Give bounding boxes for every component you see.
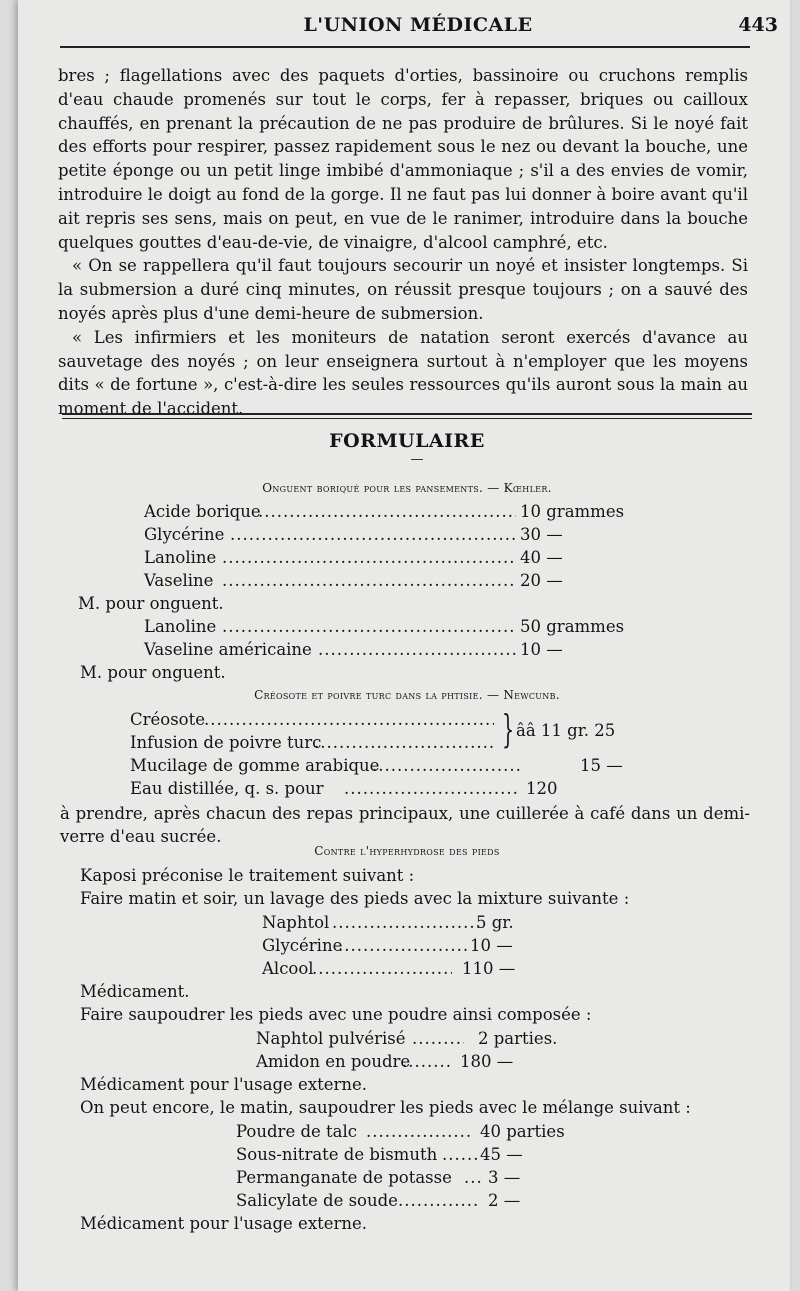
ingredient-qty: 30 —	[520, 525, 563, 544]
page	[18, 0, 790, 1291]
ingredient-name: Vaseline	[144, 571, 214, 590]
text-line: On peut encore, le matin, saupoudrer les pieds avec le mélange suivant :	[80, 1098, 691, 1117]
ingredient-qty: 10 grammes	[520, 502, 625, 521]
page-number: 443	[738, 14, 778, 36]
braced-qty: ââ 11 gr. 25	[516, 721, 616, 740]
ingredient-qty: 180 —	[460, 1052, 514, 1071]
section-title: FORMULAIRE	[329, 430, 485, 452]
ingredient-name: Mucilage de gomme arabique	[130, 756, 380, 775]
leader-dots	[344, 779, 520, 798]
ingredient-qty: 10 —	[520, 640, 563, 659]
ingredient-name: Naphtol	[262, 913, 330, 932]
ingredient-name: Infusion de poivre turc	[130, 733, 322, 752]
leader-dots	[464, 1168, 484, 1187]
paragraph: « Les infirmiers et les moniteurs de natation seront exercés d'avance au sauvetage des noyés ; on leur enseignera surtout à n'employer que les moyens dits « de fortune », c'est-à-dire les seules ressources qu'ils auront sous la main au moment de l'accident.	[58, 327, 748, 419]
text-line: Kaposi préconise le traitement suivant :	[80, 866, 415, 885]
ingredient-qty: 15 —	[580, 756, 623, 775]
ingredient-qty: 110 —	[462, 959, 516, 978]
ingredient-qty: 20 —	[520, 571, 563, 590]
preparation-note: M. pour onguent.	[80, 663, 226, 682]
leader-dots	[312, 959, 452, 978]
ingredient-name: Sous-nitrate de bismuth	[236, 1145, 438, 1164]
leader-dots	[222, 617, 516, 636]
preparation-note: Médicament.	[80, 982, 190, 1001]
journal-title: L'UNION MÉDICALE	[303, 14, 533, 36]
dosage-instruction: à prendre, après chacun des repas principaux, une cuillerée à café dans un demi-verre d'eau sucrée.	[60, 804, 750, 846]
ingredient-qty: 2 parties.	[478, 1029, 558, 1048]
text-line: Faire saupoudrer les pieds avec une poudre ainsi composée :	[80, 1005, 592, 1024]
paragraph: bres ; flagellations avec des paquets d'orties, bassinoire ou cruchons remplis d'eau chaude promenés sur tout le corps, fer à repasser, briques ou cailloux chauffés, en prenant la précaution de ne pas produire de brûlures. Si le noyé fait des efforts pour respirer, passez rapidement sous le nez ou devant la bouche, une petite éponge ou un petit linge imbibé d'ammoniaque ; s'il a des envies de vomir, introduire le doigt au fond de la gorge. Il ne faut pas lui donner à boire avant qu'il ait repris ses sens, mais on peut, en vue de le ranimer, introduire dans la bouche quelques gouttes d'eau-de-vie, de vinaigre, d'alcool camphré, etc.	[58, 66, 748, 252]
ingredient-name: Glycérine	[262, 936, 343, 955]
ingredient-name: Vaseline américaine	[144, 640, 312, 659]
ingredient-name: Permanganate de potasse	[236, 1168, 452, 1187]
leader-dots	[412, 1029, 464, 1048]
section-divider	[62, 413, 752, 419]
header-rule	[60, 46, 750, 48]
brace-icon: }	[502, 707, 515, 751]
ingredient-name: Salicylate de soude	[236, 1191, 398, 1210]
leader-dots	[204, 710, 494, 729]
leader-dots	[442, 1145, 478, 1164]
ingredient-qty: 5 gr.	[476, 913, 514, 932]
ingredient-name: Créosote	[130, 710, 206, 729]
ingredient-qty: 50 grammes	[520, 617, 625, 636]
recipe-heading: Onguent boriqué pour les pansements. — Kœhler.	[262, 481, 552, 495]
leader-dots	[338, 936, 468, 955]
preparation-note: M. pour onguent.	[78, 594, 224, 613]
ingredient-name: Amidon en poudre	[256, 1052, 411, 1071]
recipe-heading: Créosote et poivre turc dans la phtisie. — Newcunb.	[254, 688, 560, 702]
ingredient-name: Eau distillée, q. s. pour	[130, 779, 324, 798]
ingredient-qty: 45 —	[480, 1145, 523, 1164]
ingredient-name: Poudre de talc	[236, 1122, 358, 1141]
ingredient-name: Glycérine	[144, 525, 225, 544]
ingredient-qty: 40 —	[520, 548, 563, 567]
recipe-heading: Contre l'hyperhydrose des pieds	[314, 844, 500, 858]
leader-dots	[398, 1191, 478, 1210]
leader-dots	[314, 733, 494, 752]
ingredient-name: Lanoline	[144, 617, 217, 636]
ingredient-name: Lanoline	[144, 548, 217, 567]
ingredient-name: Alcool	[262, 959, 314, 978]
title-dash	[411, 459, 423, 460]
ingredient-qty: 2 —	[488, 1191, 521, 1210]
running-header	[58, 12, 778, 42]
leader-dots	[258, 502, 516, 521]
leader-dots	[366, 1122, 470, 1141]
ingredient-name: Acide borique	[144, 502, 261, 521]
article-body	[58, 64, 748, 421]
leader-dots	[332, 913, 484, 932]
preparation-note: Médicament pour l'usage externe.	[80, 1075, 368, 1094]
leader-dots	[230, 525, 516, 544]
ingredient-name: Naphtol pulvérisé	[256, 1029, 406, 1048]
leader-dots	[222, 571, 516, 590]
preparation-note: Médicament pour l'usage externe.	[80, 1214, 368, 1233]
ingredient-qty: 10 —	[470, 936, 513, 955]
leader-dots	[318, 640, 516, 659]
leader-dots	[402, 1052, 450, 1071]
ingredient-qty: 3 —	[488, 1168, 521, 1187]
leader-dots	[372, 756, 522, 775]
leader-dots	[222, 548, 516, 567]
ingredient-qty: 120	[526, 779, 558, 798]
ingredient-qty: 40 parties	[480, 1122, 565, 1141]
paragraph: « On se rappellera qu'il faut toujours secourir un noyé et insister longtemps. Si la submersion a duré cinq minutes, on réussit presque toujours ; on a sauvé des noyés après plus d'une demi-heure de submersion.	[58, 256, 748, 323]
text-line: Faire matin et soir, un lavage des pieds avec la mixture suivante :	[80, 889, 630, 908]
